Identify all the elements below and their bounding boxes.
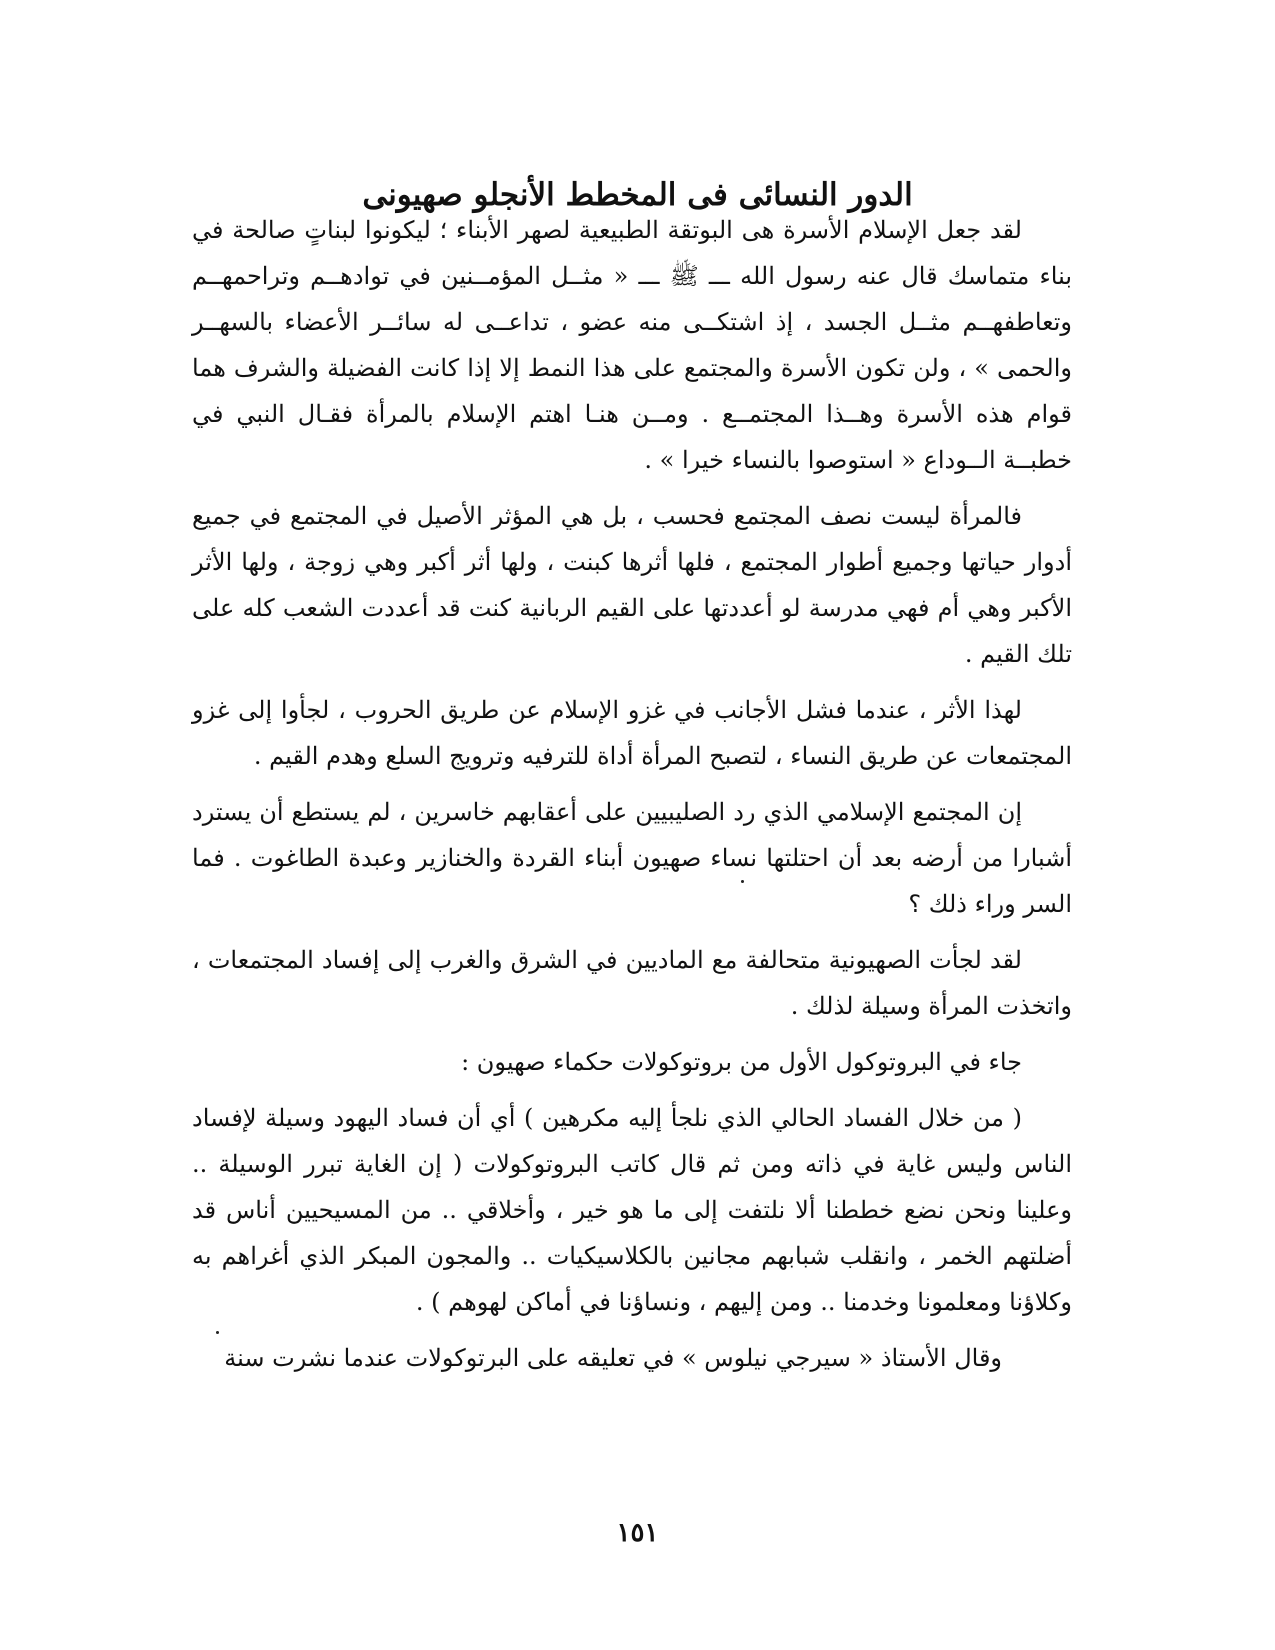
page-number: ١٥١ (616, 1518, 659, 1548)
scan-speck (216, 1331, 219, 1334)
paragraph-6: جاء في البروتوكول الأول من بروتوكولات حكماء صهيون : (461, 1048, 1022, 1076)
body-text (192, 207, 1072, 1391)
paragraph-3: لهذا الأثر ، عندما فشل الأجانب في غزو الإسلام عن طريق الحروب ، لجأوا إلى غزو المجتمعات عن طريق النساء ، لتصبح المرأة أداة للترفيه وترويج السلع وهدم القيم . (192, 696, 1072, 770)
paragraph-5: لقد لجأت الصهيونية متحالفة مع الماديين في الشرق والغرب إلى إفساد المجتمعات ، واتخذت المرأة وسيلة لذلك . (192, 946, 1072, 1020)
paragraph-1: لقد جعل الإسلام الأسرة هى البوتقة الطبيعية لصهر الأبناء ؛ ليكونوا لبناتٍ صالحة في بناء متماسك قال عنه رسول الله ـــ ﷺ ـــ « مثــل المؤمــنين في توادهــم وتراحمهــم وتعاطفهــم مثــل الجسد ، إذ اشتكــى منه عضو ، تداعــى له سائــر الأعضاء بالسهــر والحمى » ، ولن تكون الأسرة والمجتمع على هذا النمط إلا إذا كانت الفضيلة والشرف هما قوام هذه الأسرة وهــذا المجتمــع . ومــن هنـا اهتم الإسلام بالمرأة فقـال النبي في خطبــة الــوداع « استوصوا بالنساء خيرا » . (192, 216, 1072, 474)
scan-speck (741, 880, 744, 883)
paragraph-2: فالمرأة ليست نصف المجتمع فحسب ، بل هي المؤثر الأصيل في المجتمع في جميع أدوار حياتها وجميع أطوار المجتمع ، فلها أثرها كبنت ، ولها أثر أكبر وهي زوجة ، ولها الأثر الأكبر وهي أم فهي مدرسة لو أعددتها على القيم الربانية كنت قد أعددت الشعب كله على تلك القيم . (192, 502, 1072, 668)
quote-paragraph: ( من خلال الفساد الحالي الذي نلجأ إليه مكرهين ) أي أن فساد اليهود وسيلة لإفساد الناس وليس غاية في ذاته ومن ثم قال كاتب البروتوكولات ( إن الغاية تبرر الوسيلة .. وعلينا ونحن نضع خططنا ألا نلتفت إلى ما هو خير ، وأخلاقي .. من المسيحيين أناس قد أضلتهم الخمر ، وانقلب شبابهم مجانين بالكلاسيكيات .. والمجون المبكر الذي أغراهم به وكلاؤنا ومعلمونا وخدمنا .. ومن إليهم ، ونساؤنا في أماكن لهوهم ) . (192, 1104, 1072, 1316)
paragraph-4: إن المجتمع الإسلامي الذي رد الصليبيين على أعقابهم خاسرين ، لم يستطع أن يسترد أشبارا من أرضه بعد أن احتلتها نساء صهيون أبناء القردة والخنازير وعبدة الطاغوت . فما السر وراء ذلك ؟ (192, 798, 1072, 918)
page-title: الدور النسائى فى المخطط الأنجلو صهيونى (362, 176, 913, 213)
paragraph-8: وقال الأستاذ « سيرجي نيلوس » في تعليقه على البرتوكولات عندما نشرت سنة (224, 1344, 1002, 1372)
